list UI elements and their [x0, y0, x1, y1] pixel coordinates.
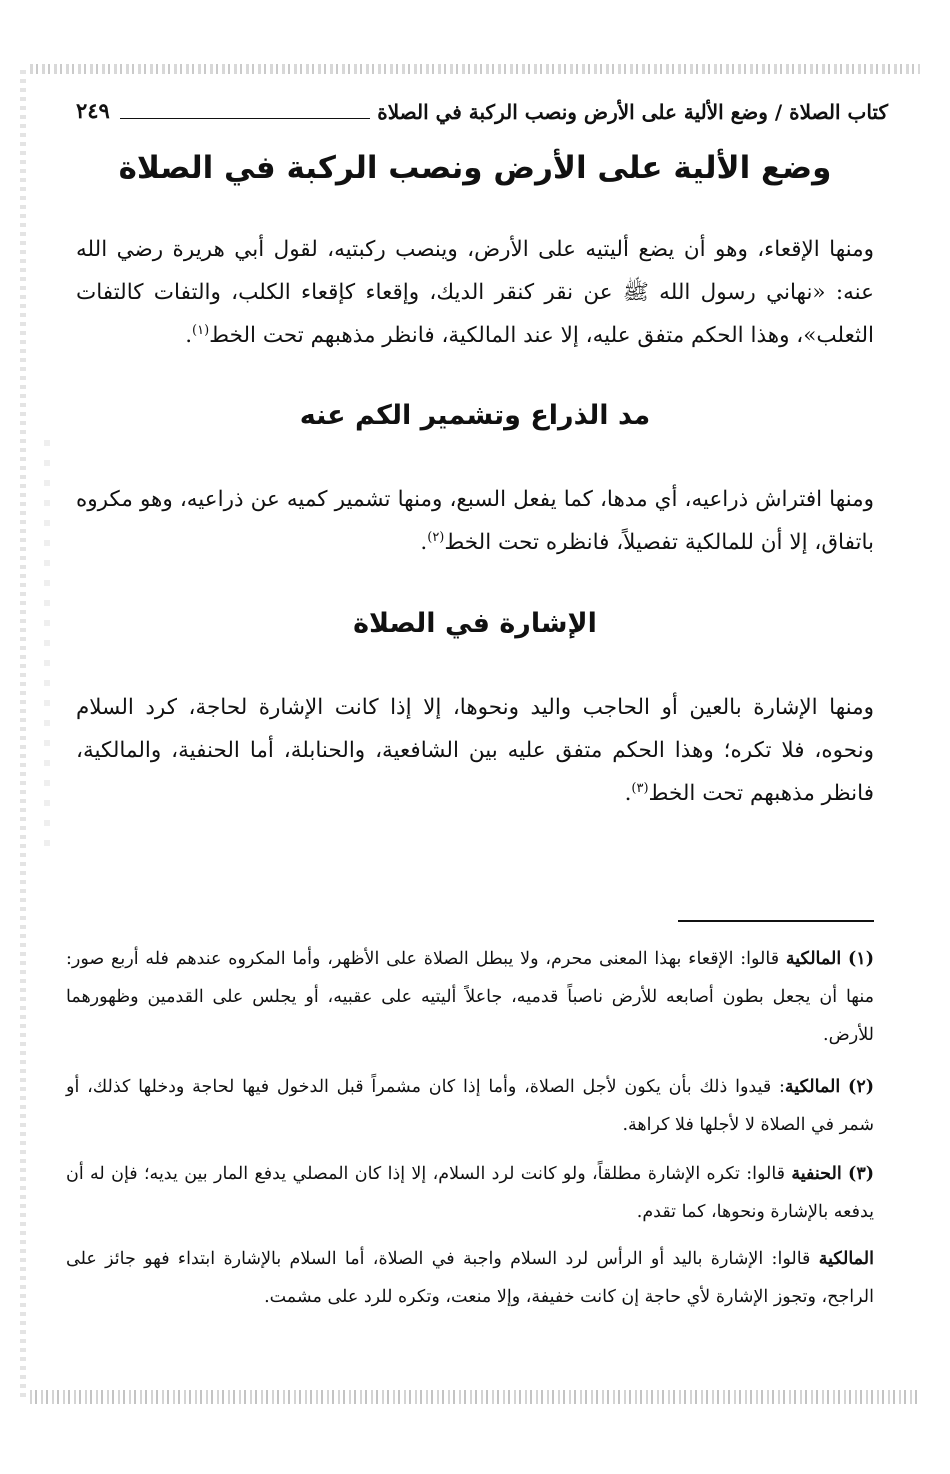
- footnote-number: (١): [848, 949, 874, 969]
- footnote-school: المالكية: [784, 1077, 841, 1097]
- section-heading-1: وضع الألية على الأرض ونصب الركبة في الصلاة: [118, 150, 832, 186]
- running-title: كتاب الصلاة / وضع الألية على الأرض ونصب الركبة في الصلاة: [377, 100, 888, 124]
- footnote-school: المالكية: [785, 949, 842, 969]
- section-text-2: ومنها افتراش ذراعيه، أي مدها، كما يفعل السبع، ومنها تشمير كميه عن ذراعيه، وهو مكروه باتفاق، إلا أن للمالكية تفصيلاً، فانظره تحت الخط: [76, 487, 874, 555]
- footnote-number: (٣): [848, 1164, 874, 1184]
- footnote-number: (٢): [848, 1077, 874, 1097]
- section-body-1: [76, 228, 874, 357]
- section-end-3: .: [624, 781, 632, 806]
- scan-noise-left: [20, 70, 26, 1400]
- section-body-3: [76, 686, 874, 815]
- scan-noise-margin: [44, 440, 50, 860]
- section-heading-3: الإشارة في الصلاة: [353, 608, 597, 639]
- section-end-2: .: [420, 530, 428, 555]
- running-header: [62, 96, 888, 136]
- footnote-text: قالوا: تكره الإشارة مطلقاً، ولو كانت لرد السلام، إلا إذا كان المصلي يدفع المار بين يديه؛ فإن له أن يدفعه بالإشارة ونحوها، كما تقدم.: [66, 1164, 874, 1222]
- footnote-2: [66, 1068, 874, 1144]
- footnote-ref-1: (١): [192, 322, 210, 338]
- section-heading-2: مد الذراع وتشمير الكم عنه: [299, 400, 651, 431]
- footnote-text: : قيدوا ذلك بأن يكون لأجل الصلاة، وأما إذا كان مشمراً قبل الدخول فيها لحاجة ودخلها كذلك، أو شمر في الصلاة لا لأجلها فلا كراهة.: [66, 1077, 874, 1135]
- footnote-school: الحنفية: [791, 1164, 842, 1184]
- scan-noise-bottom: [30, 1390, 920, 1404]
- page-number: ٢٤٩: [76, 98, 110, 123]
- footnote-ref-2: (٢): [427, 529, 445, 545]
- footnote-school: المالكية: [818, 1249, 874, 1269]
- footnote-text: قالوا: الإقعاء بهذا المعنى محرم، ولا يبطل الصلاة على الأظهر، وأما المكروه عندهم فله أربع صور: منها أن يجعل بطون أصابعه للأرض ناصباً قدميه، جاعلاً أليتيه على عقبيه، أو يجلس على القدمين وظهورهما للأرض.: [66, 949, 874, 1045]
- section-body-2: [76, 478, 874, 564]
- section-text-3: ومنها الإشارة بالعين أو الحاجب واليد ونحوها، إلا إذا كانت الإشارة لحاجة، كرد السلام ونحوه، فلا تكره؛ وهذا الحكم متفق عليه بين الشافعية، والحنابلة، أما الحنفية، والمالكية، فانظر مذهبهم تحت الخط: [76, 695, 874, 806]
- footnote-ref-3: (٣): [631, 780, 649, 796]
- scan-noise-top: [30, 64, 920, 74]
- header-rule: [120, 118, 370, 119]
- footnote-3-continued: [66, 1240, 874, 1316]
- footnote-separator: [678, 920, 874, 922]
- footnote-text: قالوا: الإشارة باليد أو الرأس لرد السلام واجبة في الصلاة، أما السلام بالإشارة ابتداء فهو جائز على الراجح، وتجوز الإشارة لأي حاجة إن كانت خفيفة، وإلا منعت، وتكره للرد على مشمت.: [66, 1249, 874, 1307]
- footnote-1: [66, 940, 874, 1054]
- section-end-1: .: [185, 323, 193, 348]
- section-text-1: ومنها الإقعاء، وهو أن يضع أليتيه على الأرض، وينصب ركبتيه، لقول أبي هريرة رضي الله عنه: «نهاني رسول الله ﷺ عن نقر كنقر الديك، وإقعاء كإقعاء الكلب، والتفات كالتفات الثعلب»، وهذا الحكم متفق عليه، إلا عند المالكية، فانظر مذهبهم تحت الخط: [76, 237, 874, 348]
- footnote-3: [66, 1155, 874, 1231]
